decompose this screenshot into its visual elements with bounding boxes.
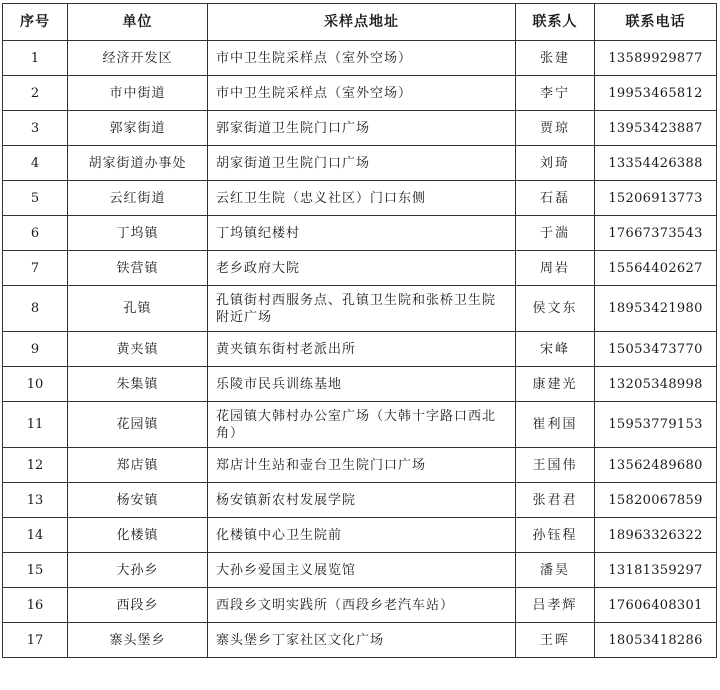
table-row	[3, 553, 717, 588]
row-address-cell: 孔镇街村西服务点、孔镇卫生院和张桥卫生院附近广场	[208, 286, 516, 332]
row-contact-cell: 李宁	[516, 76, 595, 111]
table-row	[3, 286, 717, 332]
row-unit-cell: 杨安镇	[68, 483, 208, 518]
row-address-cell: 黄夹镇东街村老派出所	[208, 332, 516, 367]
row-address-cell: 大孙乡爱国主义展览馆	[208, 553, 516, 588]
row-unit-cell: 市中街道	[68, 76, 208, 111]
row-address-cell: 老乡政府大院	[208, 251, 516, 286]
row-phone-cell: 13354426388	[595, 146, 717, 181]
header-contact: 联系人	[516, 4, 595, 41]
row-phone-cell: 13205348998	[595, 367, 717, 402]
row-contact-cell: 宋峰	[516, 332, 595, 367]
row-contact-cell: 康建光	[516, 367, 595, 402]
row-index-cell: 6	[3, 216, 68, 251]
row-address-cell: 云红卫生院（忠义社区）门口东侧	[208, 181, 516, 216]
header-phone: 联系电话	[595, 4, 717, 41]
row-address-cell: 西段乡文明实践所（西段乡老汽车站）	[208, 588, 516, 623]
row-index-cell: 5	[3, 181, 68, 216]
table-row	[3, 41, 717, 76]
row-contact-cell: 王国伟	[516, 448, 595, 483]
row-address-cell: 市中卫生院采样点（室外空场）	[208, 76, 516, 111]
row-unit-cell: 郑店镇	[68, 448, 208, 483]
sampling-sites-table	[2, 3, 717, 658]
row-index-cell: 8	[3, 286, 68, 332]
row-phone-cell: 13562489680	[595, 448, 717, 483]
row-contact-cell: 石磊	[516, 181, 595, 216]
row-contact-cell: 张建	[516, 41, 595, 76]
row-address-cell: 郑店计生站和壶台卫生院门口广场	[208, 448, 516, 483]
table-row	[3, 216, 717, 251]
row-index-cell: 15	[3, 553, 68, 588]
row-contact-cell: 刘琦	[516, 146, 595, 181]
table-row	[3, 111, 717, 146]
row-phone-cell: 17606408301	[595, 588, 717, 623]
row-phone-cell: 15206913773	[595, 181, 717, 216]
row-address-cell: 市中卫生院采样点（室外空场）	[208, 41, 516, 76]
row-phone-cell: 15953779153	[595, 402, 717, 448]
row-contact-cell: 张君君	[516, 483, 595, 518]
row-index-cell: 3	[3, 111, 68, 146]
row-phone-cell: 18953421980	[595, 286, 717, 332]
row-index-cell: 13	[3, 483, 68, 518]
row-unit-cell: 胡家街道办事处	[68, 146, 208, 181]
table-row	[3, 588, 717, 623]
row-address-cell: 胡家街道卫生院门口广场	[208, 146, 516, 181]
header-unit: 单位	[68, 4, 208, 41]
row-unit-cell: 云红街道	[68, 181, 208, 216]
row-unit-cell: 寨头堡乡	[68, 623, 208, 658]
row-index-cell: 1	[3, 41, 68, 76]
row-contact-cell: 侯文东	[516, 286, 595, 332]
row-phone-cell: 15820067859	[595, 483, 717, 518]
row-unit-cell: 大孙乡	[68, 553, 208, 588]
row-unit-cell: 经济开发区	[68, 41, 208, 76]
table-row	[3, 483, 717, 518]
row-phone-cell: 18053418286	[595, 623, 717, 658]
row-unit-cell: 朱集镇	[68, 367, 208, 402]
row-address-cell: 乐陵市民兵训练基地	[208, 367, 516, 402]
row-contact-cell: 贾琼	[516, 111, 595, 146]
table-row	[3, 367, 717, 402]
table-row	[3, 402, 717, 448]
header-address: 采样点地址	[208, 4, 516, 41]
row-unit-cell: 化楼镇	[68, 518, 208, 553]
row-address-cell: 郭家街道卫生院门口广场	[208, 111, 516, 146]
row-index-cell: 4	[3, 146, 68, 181]
header-index: 序号	[3, 4, 68, 41]
table-body	[3, 41, 717, 658]
row-phone-cell: 13181359297	[595, 553, 717, 588]
row-index-cell: 7	[3, 251, 68, 286]
row-contact-cell: 潘昊	[516, 553, 595, 588]
row-address-cell: 寨头堡乡丁家社区文化广场	[208, 623, 516, 658]
row-address-cell: 杨安镇新农村发展学院	[208, 483, 516, 518]
row-contact-cell: 吕孝辉	[516, 588, 595, 623]
row-phone-cell: 19953465812	[595, 76, 717, 111]
row-contact-cell: 王晖	[516, 623, 595, 658]
row-phone-cell: 13953423887	[595, 111, 717, 146]
table-row	[3, 448, 717, 483]
table-row	[3, 181, 717, 216]
row-index-cell: 12	[3, 448, 68, 483]
row-index-cell: 16	[3, 588, 68, 623]
row-address-cell: 丁坞镇纪楼村	[208, 216, 516, 251]
row-unit-cell: 郭家街道	[68, 111, 208, 146]
row-address-cell: 花园镇大韩村办公室广场（大韩十字路口西北角）	[208, 402, 516, 448]
row-index-cell: 2	[3, 76, 68, 111]
row-phone-cell: 15053473770	[595, 332, 717, 367]
row-contact-cell: 崔利国	[516, 402, 595, 448]
row-unit-cell: 西段乡	[68, 588, 208, 623]
row-unit-cell: 孔镇	[68, 286, 208, 332]
table-header	[3, 4, 717, 41]
table-row	[3, 146, 717, 181]
table-row	[3, 76, 717, 111]
table-row	[3, 518, 717, 553]
header-row	[3, 4, 717, 41]
row-phone-cell: 13589929877	[595, 41, 717, 76]
row-contact-cell: 周岩	[516, 251, 595, 286]
row-address-cell: 化楼镇中心卫生院前	[208, 518, 516, 553]
row-index-cell: 10	[3, 367, 68, 402]
row-unit-cell: 黄夹镇	[68, 332, 208, 367]
row-unit-cell: 花园镇	[68, 402, 208, 448]
row-phone-cell: 17667373543	[595, 216, 717, 251]
table-row	[3, 332, 717, 367]
row-unit-cell: 丁坞镇	[68, 216, 208, 251]
row-contact-cell: 于湍	[516, 216, 595, 251]
row-index-cell: 9	[3, 332, 68, 367]
row-unit-cell: 铁营镇	[68, 251, 208, 286]
table-row	[3, 623, 717, 658]
row-phone-cell: 18963326322	[595, 518, 717, 553]
table-row	[3, 251, 717, 286]
row-index-cell: 14	[3, 518, 68, 553]
row-contact-cell: 孙钰程	[516, 518, 595, 553]
row-index-cell: 17	[3, 623, 68, 658]
row-index-cell: 11	[3, 402, 68, 448]
row-phone-cell: 15564402627	[595, 251, 717, 286]
